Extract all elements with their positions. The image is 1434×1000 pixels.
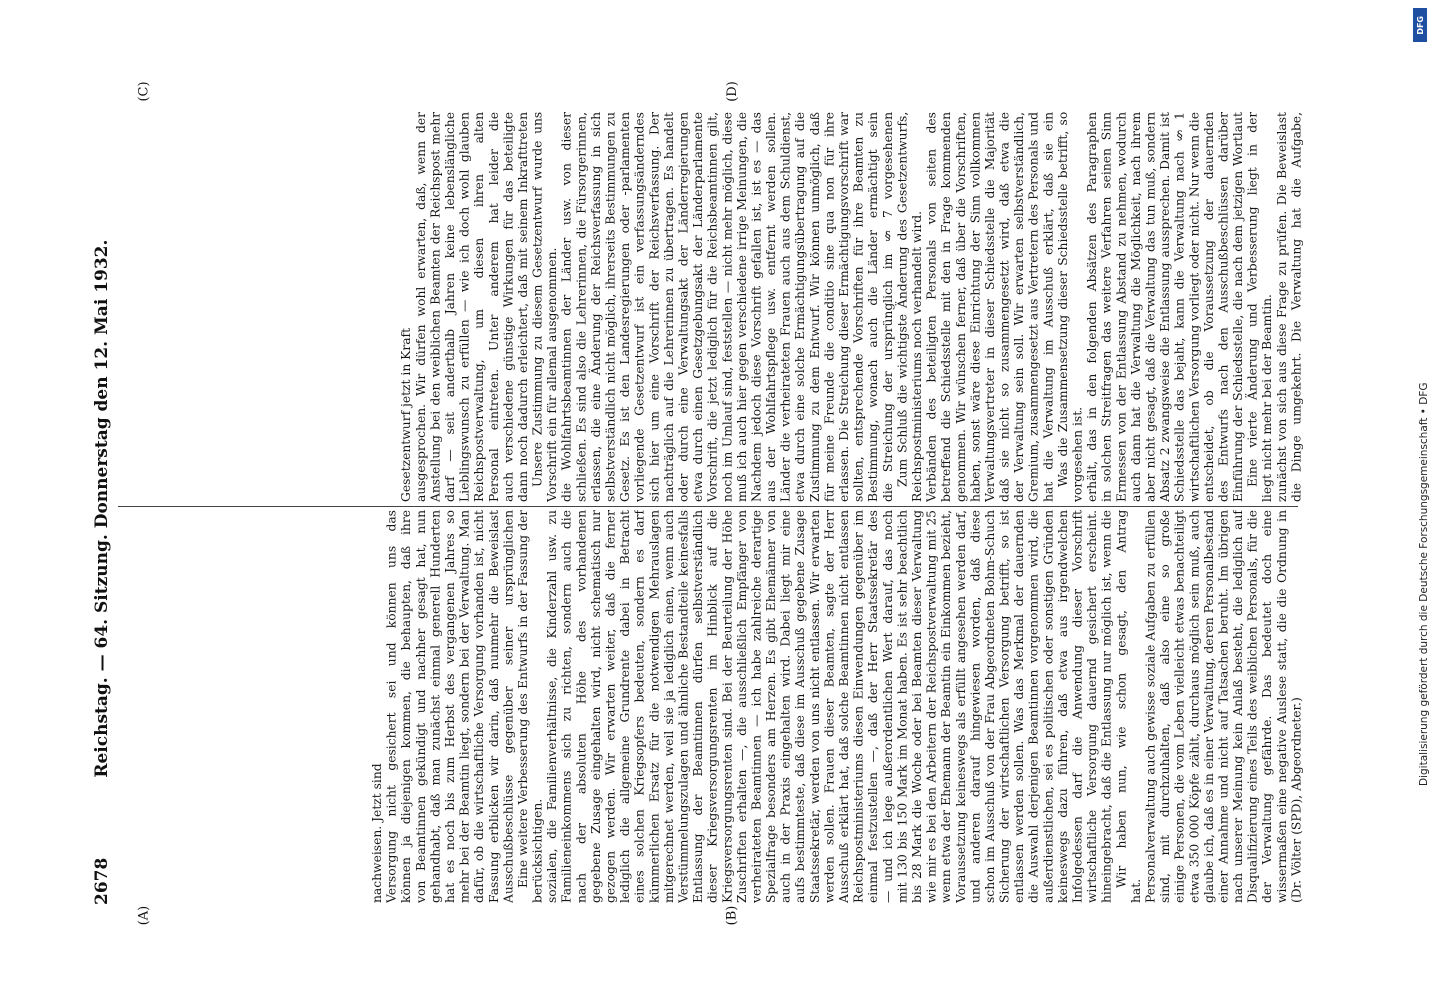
col-left <box>104 510 1304 903</box>
paragraph: Zum Schluß die wichtigste Änderung des Gesetzentwurfs, die Streichung der ursprünglich im § 7 vorgesehenen Bestimmung, wonach auch die Länder ermächtigt sein sollten, entsprechende Vorschriften für ihre Beamten zu erlassen. Die Streichung dieser Ermächtigungsvorschrift war für meine Freunde die conditio sine qua non für ihre Zustimmung zu dem Entwurf. Wir können unmöglich, daß etwa durch eine solche Ermächtigungsübertragung auf die Länder die verheirateten Frauen auch aus dem Schuldienst, aus der Wohlfahrtspflege usw. entfernt werden sollen. Nachdem jedoch diese Vorschrift gefallen ist, ist es — das muß ich auch hier gegen verschiedene irrige Meinungen, die noch im Umlauf sind, feststellen — nicht mehr möglich, diese Vorschrift, die jetzt lediglich für die Reichsbeamtinnen gilt, etwa durch einen Gesetzgebungsakt der Länderparlamente oder durch eine Verwaltungsakt der Länderregierungen nachträglich auf die Lehrerinnen zu übertragen. Es handelt sich hier um eine Vorschrift der Reichsverfassung. Der vorliegende Gesetzentwurf ist ein verfassungsänderndes Gesetz. Es ist den Landesregierungen oder -parlamenten selbstverständlich nicht möglich, ihrerseits Bestimmungen zu erlassen, die eine Änderung der Reichsverfassung in sich schließen. Es sind also die Lehrerinnen, die Fürsorgerinnen, die Wohlfahrtsbeamtinnen der Länder usw. von dieser Vorschrift ein für allemal ausgenommen. <box>545 112 910 502</box>
margin-letter-c: (C) <box>136 81 152 102</box>
paragraph: Was die Zusammensetzung dieser Schiedsstelle betrifft, so hat die Verwaltung im Ausschuß erklärt, daß sie ein Gremium, zusammengesetzt aus Vertretern des Personals und der Verwaltung sein soll. Wir erwarten selbstverständlich, daß sie nicht so zusammengesetzt wird, daß etwa die Verwaltungsvertreter in dieser Schiedsstelle die Majorität haben, sonst wäre diese Einrichtung der Sinn vollkommen genommen. Wir wünschen ferner, daß über die Vorschriften, betreffend die Schiedsstelle mit den in Frage kommenden Verbänden des beteiligten Personals von seiten des Reichspostministeriums noch verhandelt wird. <box>909 112 1070 502</box>
paragraph: die Dinge umgekehrt. Die Verwaltung hat die Aufgabe, zunächst von sich aus diese Frage zu prüfen. Die Beweislast liegt nicht mehr bei der Beamtin. <box>1260 112 1304 502</box>
dfg-label: DFG <box>1415 15 1425 35</box>
paragraph: Wir haben nun, wie schon gesagt, den Antrag hineingebracht, daß die Entlassung nur möglich ist, wenn die wirtschaftliche Versorgung dauernd gesichert erscheint. Infolgedessen darf die Anwendung dieser Vorschrift keineswegs dazu führen, daß etwa aus irgendwelchen außerdienstlichen, sei es politischen oder sonstigen Gründen die Auswahl derjenigen Beamtinnen vorgenommen wird, die entlassen werden sollen. Was das Merkmal der dauernden Sicherung der wirtschaftlichen Versorgung betrifft, so ist schon im Ausschuß von der Frau Abgeordneten Bohm-Schuch und anderen darauf hingewiesen worden, daß diese Voraussetzung keineswegs als erfüllt angesehen werden darf, wenn etwa der Ehemann der Beamtin ein Einkommen bezieht, wie mir es bei den Arbeitern der Reichspostverwaltung mit 25 bis 28 Mark die Woche oder bei Beamten dieser Verwaltung mit 130 bis 150 Mark im Monat haben. Es ist sehr beachtlich — und ich lege außerordentlichen Wert darauf, das noch einmal festzustellen —, daß der Herr Staatssekretär des Reichspostministeriums diesen Einwendungen gegenüber im Ausschuß erklärt hat, daß solche Beamtinnen nicht entlassen werden sollen. Frauen dieser Beamten, sagte der Herr Staatssekretär, werden von uns nicht entlassen. Wir erwarten aufs bestimmteste, daß diese im Ausschuß gegebene Zusage auch in der Praxis eingehalten wird. Dabei liegt mir eine Spezialfrage besonders am Herzen. Es gibt Ehemänner von verheirateten Beamtinnen — ich habe zahlreiche derartige Zuschriften erhalten —, die ausschließlich Empfänger von Kriegsversorgungsrenten sind. Bei der Beurteilung der Höhe dieser Kriegsversorgungsrenten im Hinblick auf die Entlassung der Beamtinnen dürfen selbstverständlich Verstümmelungszulagen und ähnliche Bestandteile keinesfalls mitgerechnet werden, weil sie ja lediglich einen, wenn auch kümmerlichen Ersatz für die notwendigen Mehrauslagen eines solchen Kriegsopfers bedeuten, sondern es darf lediglich die allgemeine Grundrente dabei in Betracht gezogen werden. Wir erwarten weiter, daß die ferner gegebene Zusage eingehalten wird, nicht schematisch nur nach der absoluten Höhe des vorhandenen Familieneinkommens sich zu richten, sondern auch die sozialen, die Familienverhältnisse, die Kinderzahl usw. zu berücksichtigen. <box>530 510 1129 903</box>
margin-letter-a: (A) <box>136 905 152 926</box>
digitization-text: Digitalisierung gefördert durch die Deutsche Forschungsgemeinschaft • DFG <box>1418 382 1430 786</box>
margin-letter-d: (D) <box>724 81 740 102</box>
paragraph: wissermaßen eine negative Auslese statt, die die Ordnung in der Verwaltung gefährde. Das bedeutet doch eine Disqualifizierung eines Teils des weiblichen Personals, für die nach unserer Meinung kein Anlaß besteht, die lediglich auf einer Annahme und nicht auf Tatsachen beruht. Im übrigen glaube ich, daß es in einer Verwaltung, deren Personalbestand etwa 350 000 Köpfe zählt, durchaus möglich sein muß, auch einige Personen, die vom Leben vielleicht etwas benachteiligt sind, mit durchzuhalten, daß also eine so große Personalverwaltung auch gewisse soziale Aufgaben zu erfüllen hat. <box>1128 510 1289 903</box>
speaker-line: (Dr. Völter (SPD), Abgeordneter.) <box>1289 697 1304 903</box>
page-number: 2678 <box>92 857 112 905</box>
dfg-logo <box>1413 8 1427 42</box>
running-title: Reichstag. — 64. Sitzung. Donnerstag den 12. Mai 1932. <box>92 239 112 778</box>
col-right <box>104 112 1304 502</box>
digitization-note <box>1414 46 1430 786</box>
paragraph: Unsere Zustimmung zu diesem Gesetzentwurf wurde uns dann noch dadurch erleichtert, daß mit seinem Inkrafttreten auch verschiedene günstige Wirkungen für das beteiligte Personal eintreten. Unter anderem hat leider die Reichspostverwaltung, um diesen ihren alten Lieblingswunsch zu erfüllen — wie ich doch wohl glauben darf — seit anderthalb Jahren keine lebenslängliche Anstellung bei den weiblichen Beamten der Reichspost mehr ausgesprochen. Wir dürfen wohl erwarten, daß, wenn der Gesetzentwurf jetzt in Kraft <box>399 112 545 502</box>
paragraph: Eine weitere Verbesserung des Entwurfs in der Fassung der Ausschußbeschlüsse gegenüber seiner ursprünglichen Fassung erblicken wir darin, daß nunmehr die Beweislast dafür, ob die wirtschaftliche Versorgung vorhanden ist, nicht mehr bei der Beamtin liegt, sondern bei der Verwaltung. Man hat es noch bis zum Herbst des vergangenen Jahres so gehandhabt, daß man zunächst einmal generell Hunderten von Beamtinnen gekündigt und nachher gesagt hat, nun können ja diejenigen kommen, die behaupten, daß ihre Versorgung nicht gesichert sei und können uns das nachweisen. Jetzt sind <box>370 510 530 903</box>
paragraph: Eine vierte Änderung und Verbesserung liegt in der Einführung der Schiedsstelle, die nach dem jetzigen Wortlaut des Entwurfs nach den Ausschußbeschlüssen darüber entscheidet, ob die Voraussetzung der dauernden wirtschaftlichen Versorgung vorliegt oder nicht. Nur wenn die Schiedsstelle das bejaht, kann die Verwaltung nach § 1 Absatz 2 zwangsweise die Entlassung aussprechen. Damit ist aber nicht gesagt, daß die Verwaltung das tun muß, sondern auch dann hat die Verwaltung die Möglichkeit, nach ihrem Ermessen von der Entlassung Abstand zu nehmen, wodurch in solchen Streitfragen das weitere Verfahren seinen Sinn erhält, das in den folgenden Absätzen des Paragraphen vorgesehen ist. <box>1070 112 1260 502</box>
margin-letter-b: (B) <box>724 905 740 926</box>
column-divider <box>118 506 1298 507</box>
